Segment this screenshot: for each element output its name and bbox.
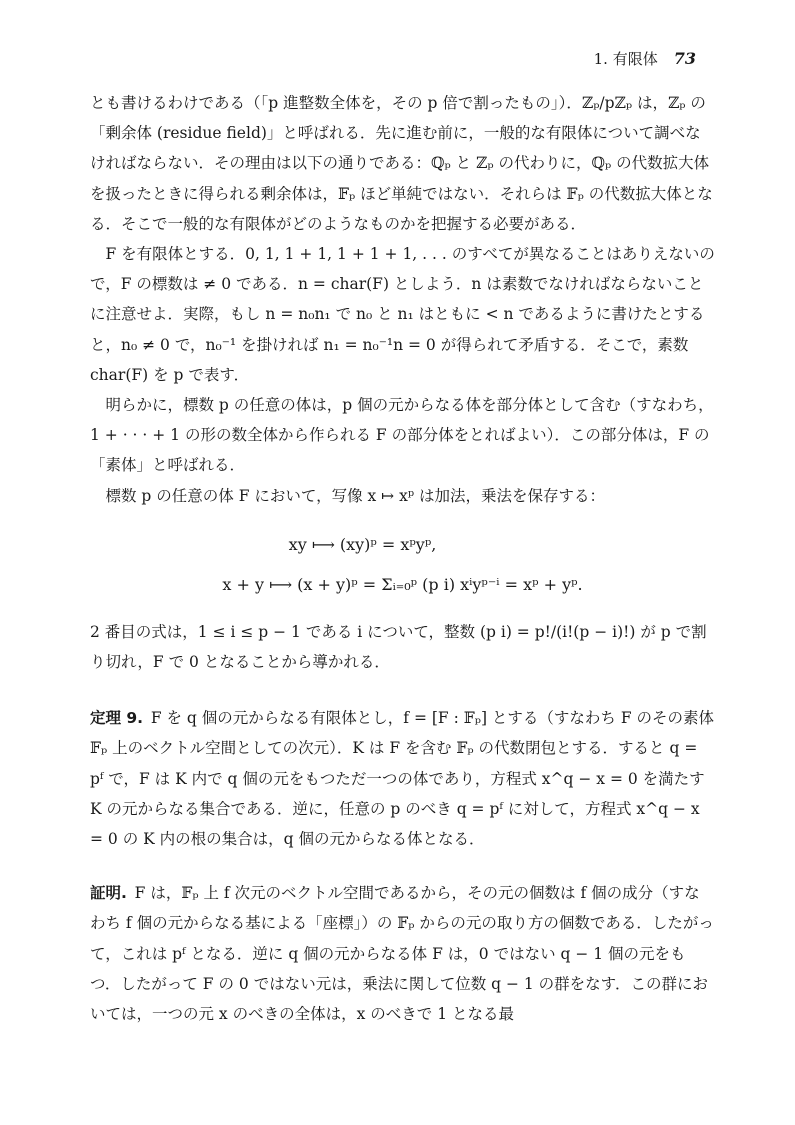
equation-additive: x + y ⟼ (x + y)ᵖ = Σᵢ₌₀ᵖ (p i) xⁱyᵖ⁻ⁱ = xᵖ + yᵖ. — [222, 574, 583, 594]
running-header — [594, 48, 696, 69]
theorem-text: F を q 個の元からなる有限体とし，f = [F : 𝔽ₚ] とする（すなわち F のその素体 𝔽ₚ 上のベクトル空間としての次元）．K は F を含む 𝔽ₚ の代数閉包とする．すると q = pᶠ で，F は K 内で q 個の元をもつただ一つの体であり，方程式 x^q − x = 0 を満たす K の元からなる集合である．逆に，任意の p のべき q = pᶠ に対して，方程式 x^q − x = 0 の K 内の根の集合は，q 個の元からなる体となる． — [90, 709, 715, 849]
page-body — [90, 88, 715, 1029]
page-number: 73 — [673, 49, 696, 68]
equation-multiplicative: xy ⟼ (xy)ᵖ = xᵖyᵖ, — [288, 534, 437, 554]
display-equations — [90, 525, 715, 605]
paragraph-binomial: 2 番目の式は，1 ≤ i ≤ p − 1 である i について，整数 (p i) = p!/(i!(p − i)!) が p で割り切れ，F で 0 となることから導かれる． — [90, 622, 707, 672]
proof-text: F は，𝔽ₚ 上 f 次元のベクトル空間であるから，その元の個数は f 個の成分（すなわち f 個の元からなる基による「座標」）の 𝔽ₚ からの元の取り方の個数である．したがって，これは pᶠ となる．逆に q 個の元からなる体 F は，0 ではない q − 1 個の元をもつ．したがって F の 0 ではない元は，乗法に関して位数 q − 1 の群をなす．この群においては，一つの元 x のべきの全体は，x のべきで 1 となる最 — [90, 884, 714, 1024]
paragraph-frobenius: 標数 p の任意の体 F において，写像 x ↦ xᵖ は加法，乗法を保存する： — [105, 486, 605, 505]
proof-label: 証明. — [90, 884, 127, 903]
paragraph-residue-field: とも書けるわけである（「p 進整数全体を，その p 倍で割ったもの」）．ℤₚ/pℤₚ は，ℤₚ の「剰余体 (residue field)」と呼ばれる．先に進む前に，一般的な有限体について調べなければならない．その理由は以下の通りである：ℚₚ と ℤₚ の代わりに，ℚₚ の代数拡大体を扱ったときに得られる剰余体は，𝔽ₚ ほど単純ではない．それらは 𝔽ₚ の代数拡大体となる．そこで一般的な有限体がどのようなものかを把握する必要がある． — [90, 94, 713, 233]
theorem-9 — [90, 703, 715, 854]
proof — [90, 878, 715, 1029]
paragraph-characteristic: F を有限体とする．0, 1, 1 + 1, 1 + 1 + 1, . . . のすべてが異なることはありえないので，F の標数は ≠ 0 である．n = char(F) としよう．n は素数でなければならないことに注意せよ．実際，もし n = n₀n₁ で n₀ と n₁ はともに < n であるように書けたとすると，n₀ ≠ 0 で，n₀⁻¹ を掛ければ n₁ = n₀⁻¹n = 0 が得られて矛盾する．そこで，素数 char(F) を p で表す． — [90, 245, 715, 384]
theorem-label: 定理 9. — [90, 709, 144, 728]
paragraph-prime-field: 明らかに，標数 p の任意の体は，p 個の元からなる体を部分体として含む（すなわち，1 + · · · + 1 の形の数全体から作られる F の部分体をとればよい）．この部分体は，F の「素体」と呼ばれる． — [90, 396, 714, 475]
section-title: 1. 有限体 — [593, 50, 658, 68]
